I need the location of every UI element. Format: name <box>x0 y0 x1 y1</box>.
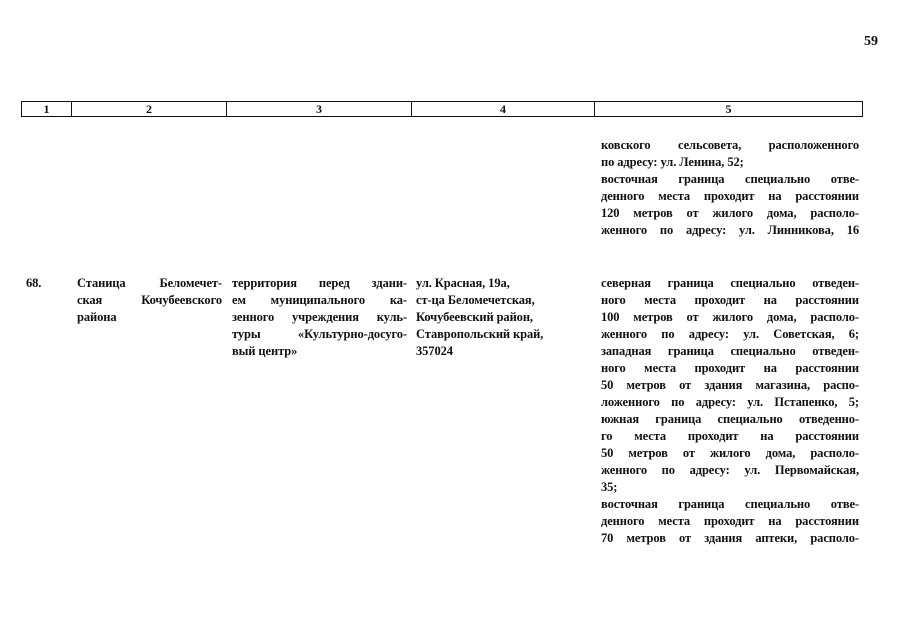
text-line: территория перед здани- <box>232 276 407 290</box>
continuation-col5 <box>601 137 859 239</box>
text-line: женного по адресу: ул. Советская, 6; <box>601 327 859 341</box>
text-line: ного места проходит на расстоянии <box>601 361 859 375</box>
text-line: 70 метров от здания аптеки, располо- <box>601 531 859 545</box>
text-line: туры «Культурно-досуго- <box>232 327 407 341</box>
text-line: 50 метров от жилого дома, располо- <box>601 446 859 460</box>
row68-col3-territory <box>232 275 407 360</box>
text-line: южная граница специально отведенно- <box>601 412 859 426</box>
row68-col4-address <box>416 275 591 360</box>
text-line: ул. Красная, 19а, <box>416 276 510 290</box>
text-line: 100 метров от жилого дома, располо- <box>601 310 859 324</box>
text-line: 357024 <box>416 344 453 358</box>
header-col-3: 3 <box>227 102 412 116</box>
text-line: восточная граница специально отве- <box>601 497 859 511</box>
text-line: зенного учреждения куль- <box>232 310 407 324</box>
row68-col2-settlement <box>77 275 222 326</box>
row-number: 68. <box>26 276 42 290</box>
text-line: денного места проходит на расстоянии <box>601 189 859 203</box>
text-line: женного по адресу: ул. Первомайская, <box>601 463 859 477</box>
text-line: по адресу: ул. Ленина, 52; <box>601 155 744 169</box>
text-line: 120 метров от жилого дома, располо- <box>601 206 859 220</box>
text-line: ст-ца Беломечетская, <box>416 293 535 307</box>
text-line: ковского сельсовета, расположенного <box>601 138 859 152</box>
header-col-2: 2 <box>72 102 227 116</box>
text-line: ного места проходит на расстоянии <box>601 293 859 307</box>
text-line: Ставропольский край, <box>416 327 544 341</box>
text-line: Кочубеевский район, <box>416 310 533 324</box>
text-line: ложенного по адресу: ул. Пстапенко, 5; <box>601 395 859 409</box>
text-line: го места проходит на расстоянии <box>601 429 859 443</box>
row68-col5-boundaries <box>601 275 859 547</box>
header-col-1: 1 <box>22 102 72 116</box>
text-line: западная граница специально отведен- <box>601 344 859 358</box>
text-line: Станица Беломечет- <box>77 276 222 290</box>
text-line: денного места проходит на расстоянии <box>601 514 859 528</box>
text-line: ская Кочубеевского <box>77 293 222 307</box>
page-number: 59 <box>864 34 878 49</box>
text-line: восточная граница специально отве- <box>601 172 859 186</box>
text-line: района <box>77 310 117 324</box>
text-line: северная граница специально отведен- <box>601 276 859 290</box>
table-header-row <box>21 101 863 117</box>
text-line: 35; <box>601 480 618 494</box>
text-line: женного по адресу: ул. Линникова, 16 <box>601 223 859 237</box>
header-col-5: 5 <box>725 102 732 116</box>
text-line: вый центр» <box>232 344 298 358</box>
header-col-4: 4 <box>412 102 595 116</box>
text-line: 50 метров от здания магазина, распо- <box>601 378 859 392</box>
text-line: ем муниципального ка- <box>232 293 407 307</box>
